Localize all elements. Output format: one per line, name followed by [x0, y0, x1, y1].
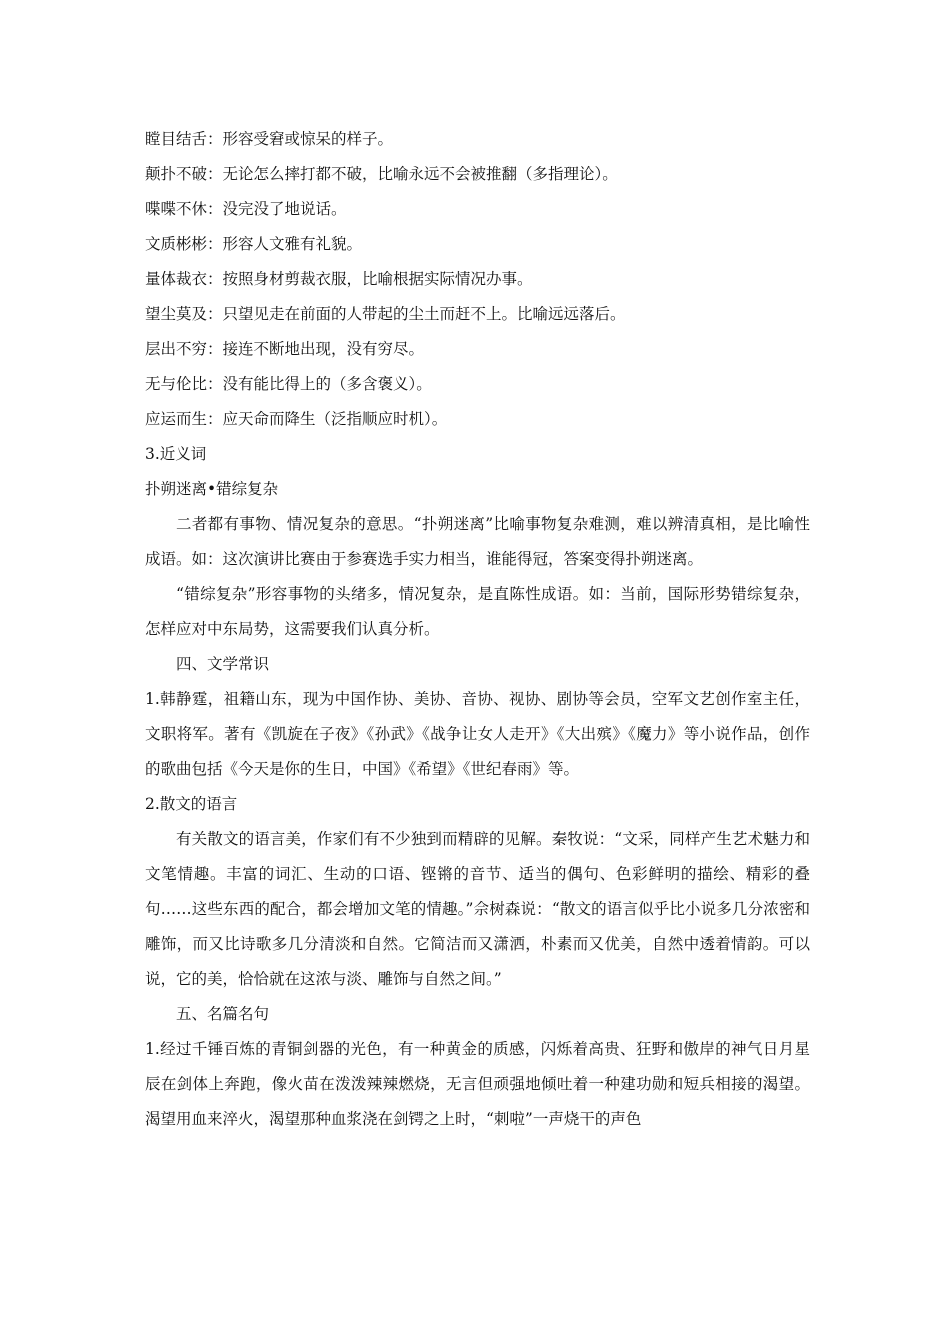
synonym-paragraph: 二者都有事物、情况复杂的意思。“扑朔迷离”比喻事物复杂难测，难以辨清真相，是比喻性成语。如：这次演讲比赛由于参赛选手实力相当，谁能得冠，答案变得扑朔迷离。 [145, 515, 810, 568]
literature-item-1: 1.韩静霆，祖籍山东，现为中国作协、美协、音协、视协、剧协等会员，空军文艺创作室主任，文职将军。著有《凯旋在子夜》《孙武》《战争让女人走开》《大出殡》《魔力》等小说作品，创作的歌曲包括《今天是你的生日，中国》《希望》《世纪春雨》等。 [145, 690, 810, 778]
idiom-definition: 文质彬彬：形容人文雅有礼貌。 [145, 235, 363, 253]
section-heading-famous: 五、名篇名句 [176, 1005, 270, 1023]
section-heading-synonyms: 3.近义词 [145, 445, 207, 463]
idiom-definition: 应运而生：应天命而降生（泛指顺应时机）。 [145, 410, 448, 428]
idiom-definition: 喋喋不休：没完没了地说话。 [145, 200, 347, 218]
idiom-definition: 量体裁衣：按照身材剪裁衣服，比喻根据实际情况办事。 [145, 270, 533, 288]
famous-item-1: 1.经过千锤百炼的青铜剑器的光色，有一种黄金的质感，闪烁着高贵、狂野和傲岸的神气日月星辰在剑体上奔跑，像火苗在泼泼辣辣燃烧，无言但顽强地倾吐着一种建功勋和短兵相接的渴望。渴望用血来淬火，渴望那种血浆浇在剑锷之上时，“刺啦”一声烧干的声色 [145, 1040, 810, 1128]
section-heading-literature: 四、文学常识 [176, 655, 270, 673]
idiom-definition: 无与伦比：没有能比得上的（多含褒义）。 [145, 375, 432, 393]
idiom-definition: 瞠目结舌：形容受窘或惊呆的样子。 [145, 130, 394, 148]
document-body [145, 122, 810, 1137]
synonym-paragraph: “错综复杂”形容事物的头绪多，情况复杂，是直陈性成语。如：当前，国际形势错综复杂，怎样应对中东局势，这需要我们认真分析。 [145, 585, 810, 638]
idiom-definition: 颠扑不破：无论怎么摔打都不破，比喻永远不会被推翻（多指理论）。 [145, 165, 618, 183]
literature-item-2-heading: 2.散文的语言 [145, 795, 238, 813]
idiom-definition: 层出不穷：接连不断地出现，没有穷尽。 [145, 340, 425, 358]
idiom-definition: 望尘莫及：只望见走在前面的人带起的尘土而赶不上。比喻远远落后。 [145, 305, 626, 323]
synonym-pair: 扑朔迷离•错综复杂 [145, 480, 279, 498]
literature-item-2-text: 有关散文的语言美，作家们有不少独到而精辟的见解。秦牧说：“文采，同样产生艺术魅力和文笔情趣。丰富的词汇、生动的口语、铿锵的音节、适当的偶句、色彩鲜明的描绘、精彩的叠句……这些东西的配合，都会增加文笔的情趣。”佘树森说：“散文的语言似乎比小说多几分浓密和雕饰，而又比诗歌多几分清淡和自然。它简洁而又潇洒，朴素而又优美，自然中透着情韵。可以说，它的美，恰恰就在这浓与淡、雕饰与自然之间。” [145, 830, 810, 988]
